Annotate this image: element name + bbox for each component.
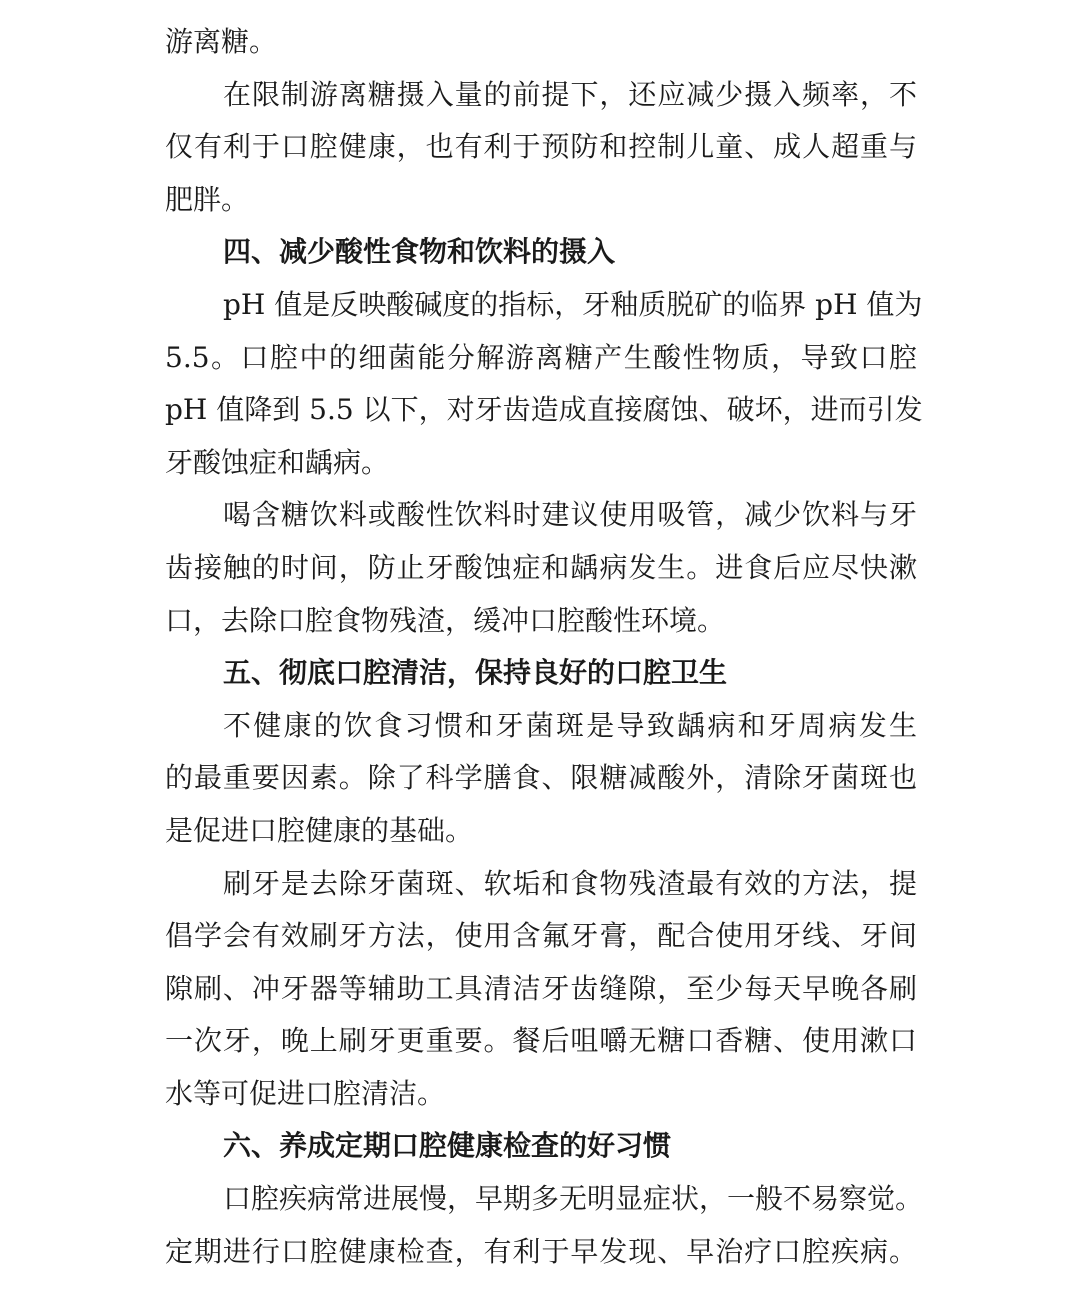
paragraph-line: 5.5。口腔中的细菌能分解游离糖产生酸性物质，导致口腔 [165,340,917,374]
document-page [165,16,924,1278]
paragraph-line: 仅有利于口腔健康，也有利于预防和控制儿童、成人超重与 [165,130,917,164]
paragraph-line: 游离糖。 [165,25,278,58]
paragraph-line: 牙酸蚀症和龋病。 [165,445,390,479]
section-heading: 五、彻底口腔清洁，保持良好的口腔卫生 [223,656,728,690]
document-body [165,16,924,1278]
paragraph-line: 肥胖。 [165,182,250,216]
paragraph-line: 的最重要因素。除了科学膳食、限糖减酸外，清除牙菌斑也 [165,761,917,795]
paragraph-line: 定期进行口腔健康检查，有利于早发现、早治疗口腔疾病。 [165,1234,917,1268]
paragraph-line: 喝含糖饮料或酸性饮料时建议使用吸管，减少饮料与牙 [223,498,917,532]
paragraph-line: pH 值是反映酸碱度的指标，牙釉质脱矿的临界 pH 值为 [223,287,923,321]
paragraph-line: 一次牙，晚上刷牙更重要。餐后咀嚼无糖口香糖、使用漱口 [165,1024,917,1058]
section-heading: 四、减少酸性食物和饮料的摄入 [223,235,616,269]
paragraph-line: 不健康的饮食习惯和牙菌斑是导致龋病和牙周病发生 [223,708,917,742]
paragraph-line: 是促进口腔健康的基础。 [165,813,474,847]
paragraph-line: 口腔疾病常进展慢，早期多无明显症状，一般不易察觉。 [223,1182,924,1216]
paragraph-line: pH 值降到 5.5 以下，对牙齿造成直接腐蚀、破坏，进而引发 [165,393,923,427]
paragraph-line: 水等可促进口腔清洁。 [165,1076,446,1110]
paragraph-line: 在限制游离糖摄入量的前提下，还应减少摄入频率，不 [223,77,917,111]
section-heading: 六、养成定期口腔健康检查的好习惯 [223,1129,672,1163]
paragraph-line: 倡学会有效刷牙方法，使用含氟牙膏，配合使用牙线、牙间 [165,919,917,953]
paragraph-line: 口，去除口腔食物残渣，缓冲口腔酸性环境。 [165,603,726,637]
paragraph-line: 齿接触的时间，防止牙酸蚀症和龋病发生。进食后应尽快漱 [165,550,917,584]
paragraph-line: 刷牙是去除牙菌斑、软垢和食物残渣最有效的方法，提 [223,866,917,900]
paragraph-line: 隙刷、冲牙器等辅助工具清洁牙齿缝隙，至少每天早晚各刷 [165,971,917,1005]
